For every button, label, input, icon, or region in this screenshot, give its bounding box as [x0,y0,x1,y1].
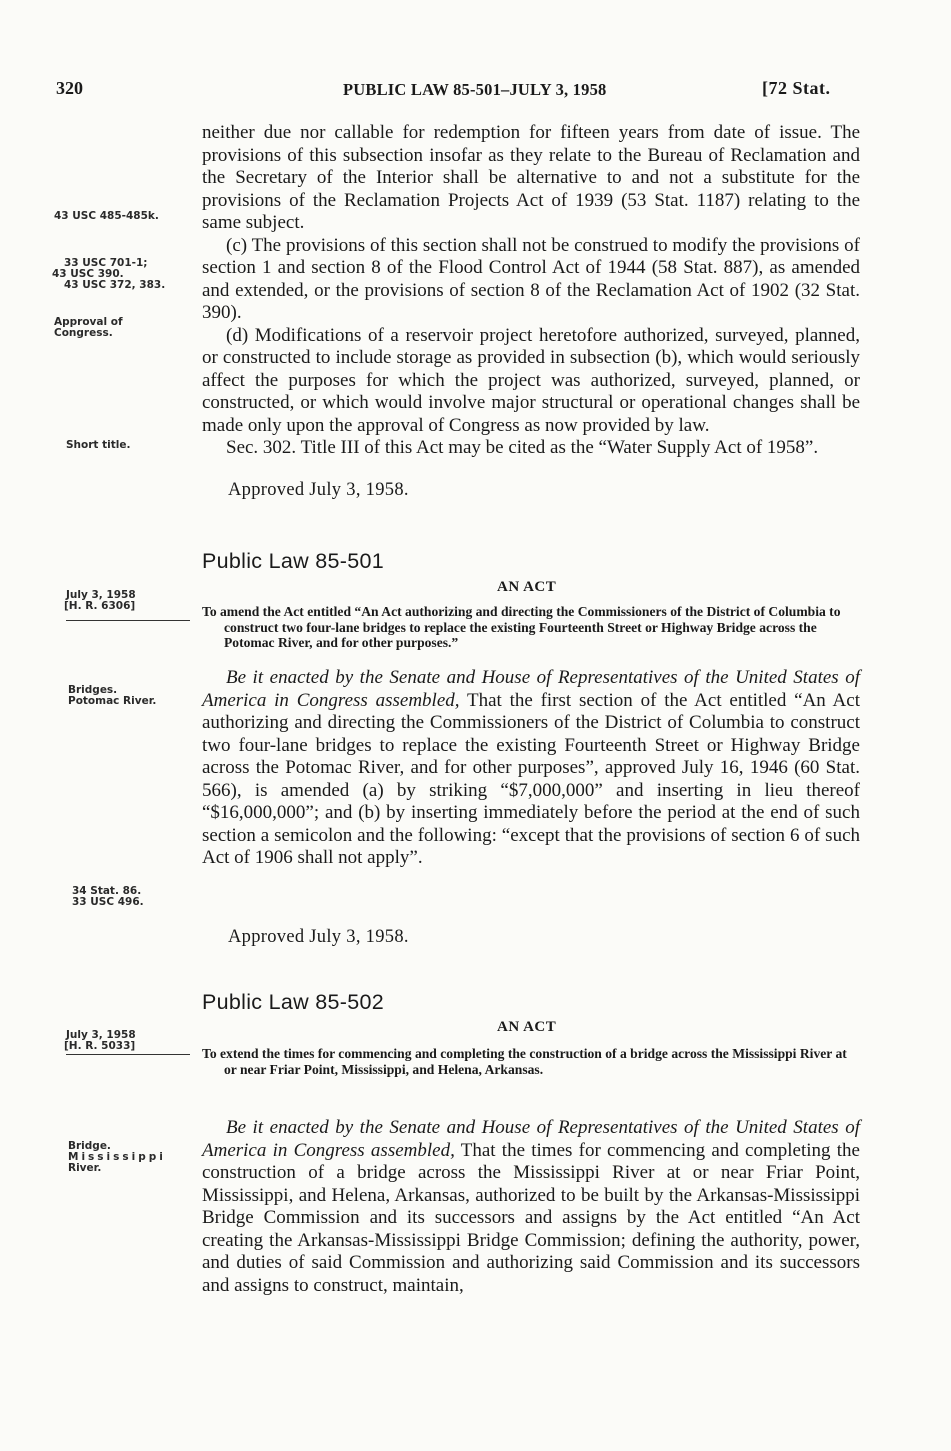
act-body-501 [202,667,860,870]
approved-date-1: Approved July 3, 1958. [228,480,409,500]
an-act-label-501: AN ACT [497,579,557,595]
margin-note-mississippi: Mississippi [68,1151,166,1163]
approved-date-2: Approved July 3, 1958. [228,927,409,947]
paragraph-carryover: neither due nor callable for redemption for fifteen years from date of issue. The provisions of this subsection insofar as they relate to the Bureau of Reclamation and the Secretary of the Interior shall be alternative to and not a substitute for the provisions of the Reclamation Projects Act of 1939 (53 Stat. 1187) relating to the same subject. [202,122,860,233]
margin-note-bridges: Bridges. [68,684,118,696]
margin-rule-501 [66,620,190,621]
enacting-clause-502: Be it enacted by the Senate and House of Representatives of the United States of America in Congress assembled, [202,1117,860,1161]
margin-note-hr-5033: [H. R. 5033] [64,1040,136,1052]
margin-note-hr-6306: [H. R. 6306] [64,600,136,612]
act-title-502-text: To extend the times for commencing and completing the construction of a bridge across the Mississippi River at or near Friar Point, Mississippi, and Helena, Arkansas. [202,1046,847,1077]
margin-note-short-title: Short title. [66,439,131,451]
act-title-501-text: To amend the Act entitled “An Act authorizing and directing the Commissioners of the District of Columbia to construct two four-lane bridges to replace the existing Fourteenth Street or Highway Bridge across the Potomac River, and for other purposes.” [202,604,841,650]
act-text-502: That the times for commencing and completing the construction of a bridge across the Mississippi River at or near Friar Point, Mississippi, and Helena, Arkansas, authorized to be built by the Arkansas-Mississippi Bridge Commission and its successors and assigns by the Act entitled “An Act creating the Arkansas-Mississippi Bridge Commission; defining the authority, power, and duties of said Commission and authorizing said Commission and its successors and assigns to construct, maintain, [202,1139,860,1296]
public-law-85-502-heading: Public Law 85-502 [202,990,384,1014]
running-head: PUBLIC LAW 85-501–JULY 3, 1958 [343,80,607,99]
margin-note-date-502: July 3, 1958 [66,1029,136,1041]
body-continuation [202,122,860,460]
act-body-502 [202,1117,860,1297]
paragraph-c: (c) The provisions of this section shall not be construed to modify the provisions of section 1 and section 8 of the Flood Control Act of 1944 (58 Stat. 887), as amended and extended, or the provisions of section 8 of the Reclamation Act of 1902 (32 Stat. 390). [202,234,860,323]
margin-note-date-501: July 3, 1958 [66,589,136,601]
section-302: Sec. 302. Title III of this Act may be cited as the “Water Supply Act of 1958”. [226,437,819,458]
margin-note-usc-372: 43 USC 372, 383. [64,279,166,291]
public-law-85-501-heading: Public Law 85-501 [202,549,384,573]
page-number: 320 [56,78,83,98]
margin-note-usc-390: 43 USC 390. [52,268,124,280]
paragraph-d: (d) Modifications of a reservoir project heretofore authorized, surveyed, planned, or constructed to include storage as provided in subsection (b), which would seriously affect the purposes for which the project was authorized, surveyed, planned, or constructed, or which would involve major structural or operational changes shall be made only upon the approval of Congress as now provided by law. [202,324,860,436]
volume-reference: [72 Stat. [762,78,831,98]
margin-rule-502 [66,1054,190,1055]
act-title-501 [202,604,860,651]
margin-note-river: River. [68,1162,102,1174]
act-title-502 [202,1046,860,1077]
margin-note-bridge: Bridge. [68,1140,111,1152]
margin-note-usc-496: 33 USC 496. [72,896,144,908]
margin-note-approval: Approval of Congress. [54,316,123,339]
margin-note-usc-485: 43 USC 485-485k. [54,210,159,222]
an-act-label-502: AN ACT [497,1019,557,1035]
margin-note-stat-86: 34 Stat. 86. [72,885,142,897]
margin-note-potomac: Potomac River. [68,695,157,707]
margin-note-usc-701: 33 USC 701-1; [64,257,148,269]
enacting-clause-501: Be it enacted by the Senate and House of Representatives of the United States of America in Congress assembled, [202,667,860,711]
act-text-501: That the first section of the Act entitled “An Act authorizing and directing the Commissioners of the District of Columbia to construct two four-lane bridges to replace the existing Fourteenth Street or Highway Bridge across the Potomac River, and for other purposes”, approved July 16, 1946 (60 Stat. 566), is amended (a) by striking “$7,000,000” and inserting in lieu thereof “$16,000,000”; and (b) by inserting immediately before the period at the end of such section a semicolon and the following: “except that the provisions of section 6 of such Act of 1906 shall not apply”. [202,689,860,868]
